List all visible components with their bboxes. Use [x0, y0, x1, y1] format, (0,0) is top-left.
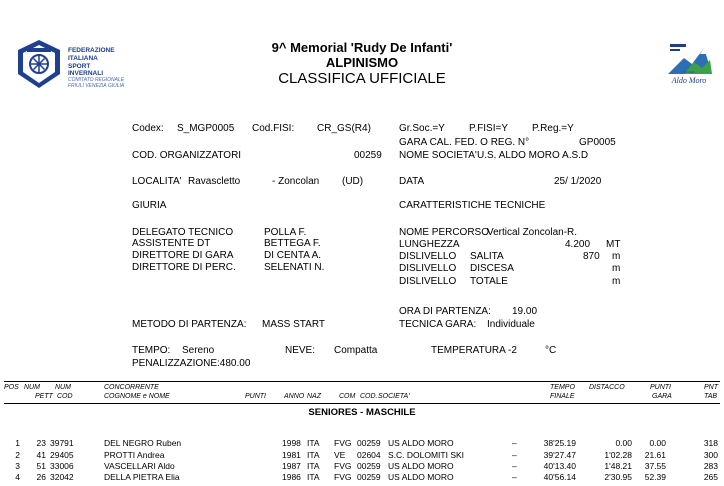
localita-place: - Zoncolan [272, 176, 320, 187]
cell-distacco: 1'48.21 [604, 461, 632, 471]
lunghezza-label: LUNGHEZZA [399, 239, 460, 250]
cell-cod: 32042 [50, 472, 74, 482]
col-cod-soc: COD. [360, 393, 378, 400]
jury-name: BETTEGA F. [264, 238, 321, 249]
penalizzazione: PENALIZZAZIONE:480.00 [132, 358, 251, 369]
neve-label: NEVE: [285, 345, 316, 356]
event-title: 9^ Memorial 'Rudy De Infanti' [271, 40, 453, 55]
col-pos: POS [4, 384, 19, 391]
jury-name: SELENATI N. [264, 262, 325, 273]
temperatura-value: -2 [508, 345, 517, 356]
col-gara: GARA [652, 393, 672, 400]
data-label: DATA [399, 176, 425, 187]
data-value: 25/ 1/2020 [554, 176, 602, 187]
dislivello-sub: SALITA [470, 251, 504, 262]
col-tempo: TEMPO [550, 384, 575, 391]
caratt-label: CARATTERISTICHE TECNICHE [399, 200, 546, 211]
localita-label: LOCALITA' [132, 176, 182, 187]
cell-pett: 41 [36, 450, 46, 460]
cell-naz: ITA [307, 450, 320, 460]
cell-com: FVG [334, 461, 352, 471]
aldo-moro-name: Aldo Moro [671, 76, 707, 85]
cell-tempo: 38'25.19 [543, 438, 576, 448]
cell-name: VASCELLARI Aldo [104, 461, 175, 471]
percorso-label: NOME PERCORSO [399, 227, 490, 238]
col-cod: COD [57, 393, 73, 400]
cell-pos: 3 [15, 461, 20, 471]
cell-tempo: 40'56.14 [543, 472, 576, 482]
cell-pett: 51 [36, 461, 46, 471]
col-cognome-nome: COGNOME e NOME [104, 393, 170, 400]
col-pnt: PNT [704, 384, 718, 391]
aldo-moro-small: Sci Club [683, 70, 695, 74]
cell-naz: ITA [307, 472, 320, 482]
dislivello-label: DISLIVELLO [399, 263, 457, 274]
tempo-value: Sereno [182, 345, 215, 356]
cell-tab: 318 [703, 438, 718, 448]
section-title: SENIORES - MASCHILE [308, 407, 416, 418]
cell-punti: 37.55 [644, 461, 666, 471]
cell-societa: US ALDO MORO [388, 461, 454, 471]
jury-role: DELEGATO TECNICO [132, 227, 234, 238]
col-num: NUM [24, 384, 40, 391]
classification-title: CLASSIFICA UFFICIALE [278, 70, 446, 87]
jury-name: POLLA F. [264, 227, 307, 238]
dislivello-label: DISLIVELLO [399, 276, 457, 287]
cell-tempo: 39'27.47 [543, 450, 576, 460]
tecnica-label: TECNICA GARA: [399, 319, 477, 330]
cell-codsoc: 00259 [357, 438, 381, 448]
fisi-line: INVERNALI [68, 70, 104, 78]
gara-cal-label: GARA CAL. FED. O REG. N° [399, 137, 530, 148]
col-pett: PETT [35, 393, 53, 400]
lunghezza-value: 4.200 [565, 239, 591, 250]
cell-name: DEL NEGRO Ruben [104, 438, 182, 448]
fisi-line: SPORT [68, 62, 91, 70]
cell-tab: 265 [703, 472, 718, 482]
col-com: COM [339, 393, 356, 400]
lunghezza-unit: MT [606, 239, 621, 250]
cell-dash: – [512, 461, 517, 471]
dislivello-value: 870 [583, 251, 600, 262]
codex-label: Codex: [132, 123, 164, 134]
cell-cod: 33006 [50, 461, 74, 471]
cell-tempo: 40'13.40 [543, 461, 576, 471]
cell-tab: 283 [703, 461, 718, 471]
localita-value: Ravascletto [188, 176, 241, 187]
col-punti: PUNTI [245, 393, 266, 400]
cell-dash: – [512, 450, 517, 460]
cell-naz: ITA [307, 461, 320, 471]
p-fisi: P.FISI=Y [469, 123, 509, 134]
tecnica-value: Individuale [487, 319, 535, 330]
col-societa: SOCIETA' [378, 393, 410, 400]
cell-pett: 26 [36, 472, 46, 482]
codex-value: S_MGP0005 [177, 123, 235, 134]
cell-com: FVG [334, 438, 352, 448]
cell-pos: 2 [15, 450, 20, 460]
col-tab: TAB [704, 393, 718, 400]
col-distacco: DISTACCO [589, 384, 625, 391]
percorso-value: Vertical Zoncolan-R. [487, 227, 578, 238]
cell-pos: 4 [15, 472, 20, 482]
temperatura-label: TEMPERATURA [431, 345, 506, 356]
cell-anno: 1998 [282, 438, 301, 448]
nome-soc-value: U.S. ALDO MORO A.S.D [477, 150, 589, 161]
cell-pos: 1 [15, 438, 20, 448]
cell-com: VE [334, 450, 346, 460]
cell-dash: – [512, 438, 517, 448]
cell-punti: 21.61 [644, 450, 666, 460]
dislivello-unit: m [612, 276, 621, 287]
giuria-label: GIURIA [132, 200, 167, 211]
col-finale: FINALE [550, 393, 575, 400]
dislivello-sub: DISCESA [470, 263, 514, 274]
gara-cal-value: GP0005 [579, 137, 616, 148]
cell-pett: 23 [36, 438, 46, 448]
table-top-rule [4, 381, 720, 382]
cell-punti: 52.39 [644, 472, 666, 482]
temperatura-unit: °C [545, 345, 557, 356]
fisi-line: ITALIANA [68, 54, 98, 62]
col-concorrente: CONCORRENTE [104, 384, 159, 391]
cell-cod: 39791 [50, 438, 74, 448]
col-num2: NUM [55, 384, 71, 391]
cell-distacco: 2'30.95 [604, 472, 632, 482]
cell-anno: 1987 [282, 461, 301, 471]
dislivello-label: DISLIVELLO [399, 251, 457, 262]
cell-societa: US ALDO MORO [388, 438, 454, 448]
cell-distacco: 1'02.28 [604, 450, 632, 460]
fisi-sub: COMITATO REGIONALE [68, 77, 125, 84]
dislivello-sub: TOTALE [470, 276, 508, 287]
discipline-title: ALPINISMO [325, 55, 399, 70]
cell-naz: ITA [307, 438, 320, 448]
dislivello-unit: m [612, 251, 621, 262]
cell-codsoc: 00259 [357, 472, 381, 482]
cell-societa: S.C. DOLOMITI SKI [388, 450, 465, 460]
codfisi-value: CR_GS(R4) [317, 123, 371, 134]
cell-com: FVG [334, 472, 352, 482]
cell-cod: 29405 [50, 450, 74, 460]
fisi-sub: FRIULI VENEZIA GIULIA [68, 82, 125, 89]
gr-soc: Gr.Soc.=Y [399, 123, 445, 134]
cell-name: DELLA PIETRA Elia [104, 472, 180, 482]
ora-label: ORA DI PARTENZA: [399, 306, 491, 317]
table-header-rule [4, 403, 720, 404]
cell-punti: 0.00 [649, 438, 666, 448]
cod-org-label: COD. ORGANIZZATORI [132, 150, 242, 161]
p-reg: P.Reg.=Y [532, 123, 574, 134]
localita-prov: (UD) [342, 176, 364, 187]
ora-value: 19.00 [512, 306, 538, 317]
metodo-value: MASS START [262, 319, 325, 330]
metodo-label: METODO DI PARTENZA: [132, 319, 247, 330]
cell-anno: 1981 [282, 450, 301, 460]
nome-soc-label: NOME SOCIETA' [399, 150, 477, 161]
jury-role: ASSISTENTE DT [132, 238, 211, 249]
tempo-label: TEMPO: [132, 345, 171, 356]
jury-role: DIRETTORE DI PERC. [132, 262, 236, 273]
jury-role: DIRETTORE DI GARA [132, 250, 234, 261]
jury-name: DI CENTA A. [264, 250, 322, 261]
cell-dash: – [512, 472, 517, 482]
fisi-line: FEDERAZIONE [68, 47, 115, 54]
cod-org-value: 00259 [354, 150, 382, 161]
cell-codsoc: 02604 [357, 450, 381, 460]
col-punti2: PUNTI [650, 384, 671, 391]
dislivello-unit: m [612, 263, 621, 274]
cell-anno: 1986 [282, 472, 301, 482]
cell-societa: US ALDO MORO [388, 472, 454, 482]
cell-codsoc: 00259 [357, 461, 381, 471]
codfisi-label: Cod.FISI: [252, 123, 295, 134]
cell-distacco: 0.00 [615, 438, 632, 448]
cell-tab: 300 [703, 450, 718, 460]
col-anno: ANNO [284, 393, 305, 400]
col-naz: NAZ [307, 393, 321, 400]
cell-name: PROTTI Andrea [104, 450, 165, 460]
neve-value: Compatta [334, 345, 378, 356]
